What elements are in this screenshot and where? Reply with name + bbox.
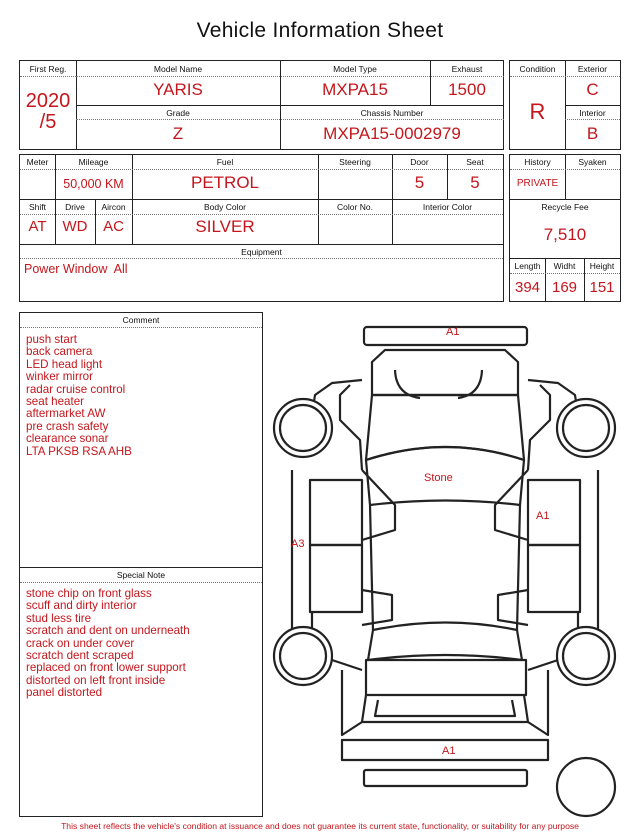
comment-item: seat heater [26, 394, 85, 408]
equipment-label: Equipment [241, 247, 282, 257]
steering-label: Steering [339, 157, 371, 167]
interior-label: Interior [579, 108, 606, 118]
special-note-item: replaced on front lower support [26, 661, 186, 675]
interior-grade: B [586, 124, 599, 143]
drive-value: WD [62, 218, 88, 235]
exterior-grade: C [586, 80, 599, 99]
body-color-value: SILVER [195, 217, 255, 236]
seat-label: Seat [466, 157, 484, 167]
condition-label: Condition [519, 64, 556, 74]
special-note-item: panel distorted [26, 686, 103, 700]
grade-value: Z [172, 124, 184, 143]
right-front-wheel-inner [563, 405, 609, 451]
shift-value: AT [28, 218, 47, 235]
door-label: Door [410, 157, 429, 167]
comment-item: push start [26, 333, 77, 346]
length-value: 394 [514, 279, 541, 296]
model-type-value: MXPA15 [322, 80, 388, 99]
special-note-label: Special Note [116, 570, 166, 580]
aircon-value: AC [103, 218, 124, 235]
model-name-value: YARIS [153, 80, 203, 99]
damage-mark-left-side: A3 [291, 538, 305, 550]
height-value: 151 [589, 279, 615, 296]
rear-lower-panel [364, 770, 527, 786]
damage-mark-windshield: Stone [424, 472, 453, 484]
grade-label: Grade [166, 108, 190, 118]
comment-label: Comment [122, 315, 160, 325]
model-name-label: Model Name [153, 64, 203, 74]
mileage-value: 50,000 KM [63, 177, 124, 191]
hood-panel [372, 350, 518, 395]
first-reg-month: /5 [39, 111, 57, 133]
comment-item: LED head light [26, 357, 103, 371]
left-side-upper [340, 385, 362, 470]
hood-left-curve [395, 370, 420, 398]
aircon-label: Aircon [101, 202, 126, 212]
cabin-right-inner [517, 505, 520, 630]
left-rear-door [310, 545, 362, 612]
exterior-label: Exterior [577, 64, 608, 74]
damage-mark-rear-bumper: A1 [442, 745, 456, 757]
page-title: Vehicle Information Sheet [196, 19, 444, 42]
exhaust-value: 1500 [448, 80, 486, 99]
right-rear-wheel-inner [563, 633, 609, 679]
chassis-value: MXPA15-0002979 [323, 124, 461, 143]
comment-item: radar cruise control [26, 382, 126, 396]
left-rear-quarter [342, 670, 362, 735]
rear-window [368, 623, 522, 661]
comment-item: winker mirror [26, 370, 93, 384]
cabin-left-inner [370, 505, 373, 630]
equipment-value: Power Window All [24, 262, 128, 276]
windshield [366, 395, 524, 460]
comment-item: aftermarket AW [26, 407, 106, 421]
exhaust-label: Exhaust [451, 64, 483, 74]
color-no-label: Color No. [337, 202, 373, 212]
hood-right-curve [458, 370, 482, 398]
right-rear-quarter [528, 670, 548, 735]
model-type-label: Model Type [333, 64, 377, 74]
length-label: Length [514, 261, 541, 271]
trunk-panel [366, 660, 526, 695]
height-label: Height [589, 261, 615, 271]
disclaimer: This sheet reflects the vehicle's condition at issuance and does not guarantee its current state, functionality, or suitability for any purpose [61, 821, 579, 831]
history-label: History [524, 157, 551, 167]
special-note-item: scratch dent scraped [26, 648, 134, 662]
chassis-label: Chassis Number [360, 108, 424, 118]
body-color-label: Body Color [203, 202, 247, 212]
recycle-fee-label: Recycle Fee [541, 202, 589, 212]
damage-mark-right-door: A1 [536, 510, 550, 522]
recycle-fee-value: 7,510 [543, 225, 587, 244]
tailgate-lower [362, 695, 528, 722]
comment-item: LTA PKSB RSA AHB [26, 444, 132, 458]
fuel-label: Fuel [216, 157, 234, 167]
history-value: PRIVATE [516, 178, 559, 189]
tailgate-inner [375, 700, 515, 716]
meter-label: Meter [26, 157, 49, 167]
special-note-item: scuff and dirty interior [26, 599, 137, 613]
fuel-value: PETROL [190, 173, 260, 192]
comment-item: clearance sonar [26, 432, 109, 446]
first-reg-year: 2020 [25, 90, 71, 112]
comment-item: pre crash safety [26, 419, 109, 433]
left-rear-wheel-inner [280, 633, 326, 679]
left-front-wheel-inner [280, 405, 326, 451]
special-note-item: stone chip on front glass [26, 587, 152, 600]
seat-value: 5 [470, 173, 480, 192]
drive-label: Drive [65, 202, 85, 212]
shift-label: Shift [28, 202, 46, 212]
comment-item: back camera [26, 345, 93, 359]
mileage-label: Mileage [78, 157, 109, 167]
left-front-door [310, 480, 362, 545]
syaken-label: Syaken [578, 157, 607, 167]
interior-color-label: Interior Color [422, 202, 473, 212]
spare-wheel [557, 758, 615, 816]
width-value: 169 [551, 279, 578, 296]
damage-mark-front-bumper: A1 [446, 326, 460, 338]
special-note-item: stud less tire [26, 611, 92, 625]
right-pillar-c [498, 590, 528, 625]
door-value: 5 [414, 173, 425, 192]
condition-grade: R [529, 99, 546, 124]
right-side-upper [528, 385, 550, 470]
special-note-item: crack on under cover [26, 636, 135, 650]
special-note-item: distorted on left front inside [26, 673, 166, 687]
first-reg-label: First Reg. [29, 64, 67, 74]
left-pillar-c [362, 590, 392, 625]
special-note-item: scratch and dent on underneath [26, 624, 190, 638]
width-label: Widht [553, 261, 576, 271]
right-rear-door [528, 545, 580, 612]
